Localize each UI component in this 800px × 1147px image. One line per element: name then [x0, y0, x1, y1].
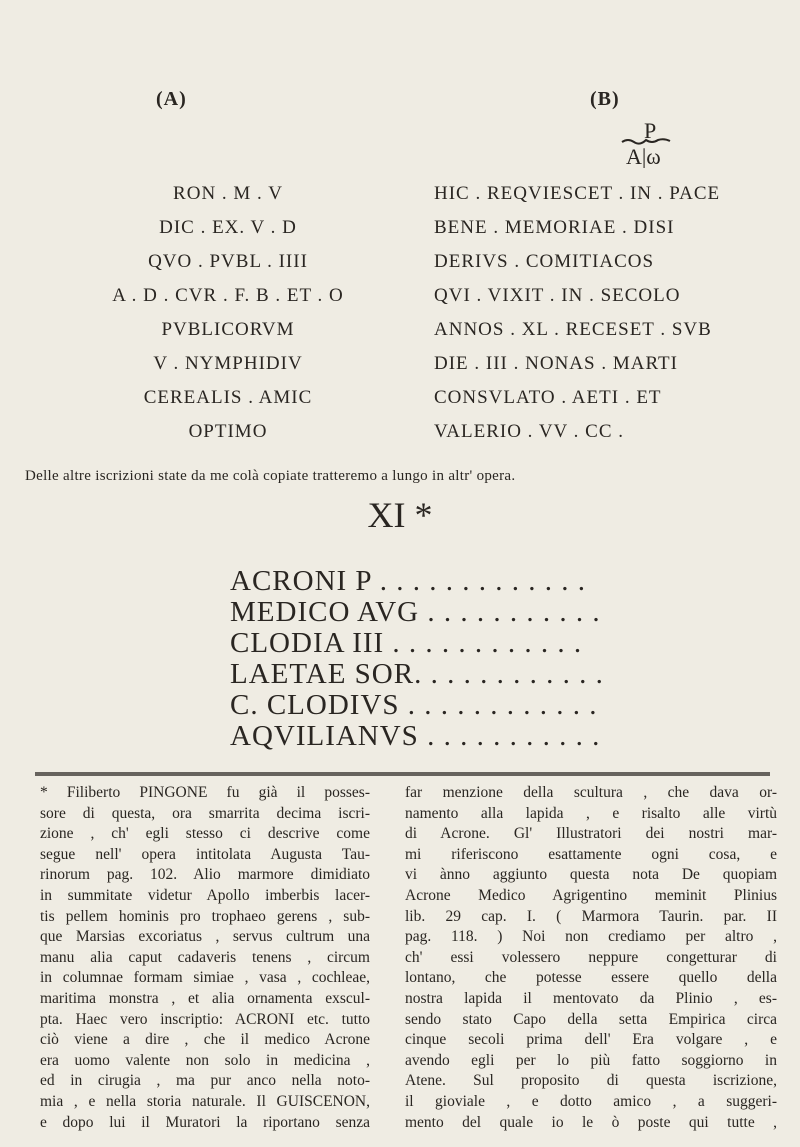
footnote-left-column — [40, 783, 370, 1133]
inscription-right-line: CONSVLATO . AETI . ET — [434, 387, 662, 408]
list-item: ACRONI P . . . . . . . . . . . . . — [230, 565, 586, 597]
inscription-right-line: ANNOS . XL . RECESET . SVB — [434, 319, 712, 340]
footnote-right-line: sendo stato Capo della setta Empirica circa — [405, 1010, 777, 1028]
footnote-right-line: ch' essi volessero neppure congetturar di — [405, 948, 777, 966]
inscription-left-line: RON . M . V — [173, 183, 283, 204]
footnote-right-line: mento del quale io le ò poste qui tutte , — [405, 1113, 777, 1131]
footnote-right-line: cinque secoli prima dell' Era volgare , e — [405, 1031, 777, 1049]
inscription-right-line: VALERIO . VV . CC . — [434, 421, 625, 442]
inscription-right-line: BENE . MEMORIAE . DISI — [434, 217, 675, 238]
footnote-left-line: in summitate videtur Apollo imberbis lacer- — [40, 886, 370, 904]
list-item: MEDICO AVG . . . . . . . . . . . — [230, 596, 601, 628]
footnote-left-line: rinorum pag. 102. Alio marmore dimidiato — [40, 866, 370, 884]
footnote-left-line: maritima monstra , et alia ornamenta exscul- — [40, 989, 370, 1007]
footnote-left-line: sore di questa, ora smarrita decima iscri- — [40, 804, 370, 822]
footnote-right-line: lib. 29 cap. I. ( Marmora Taurin. par. II — [405, 907, 777, 925]
footnote-left-line: * Filiberto PINGONE fu già il posses- — [40, 784, 370, 801]
footnote-left-line: manu alia caput cadaveris tenens , circum — [40, 948, 370, 966]
inscription-left-line: DIC . EX. V . D — [159, 217, 297, 238]
page-mark-left: (A) — [156, 88, 187, 110]
footnote-right-line: nostra lapida il mentovato da Plinio , es- — [405, 989, 777, 1007]
inscription-right-line: DIE . III . NONAS . MARTI — [434, 353, 678, 374]
footnote-left-line: e dopo lui il Muratori la riportano senza — [40, 1113, 370, 1131]
footnote-left-line: era uomo valente non solo in medicina , — [40, 1051, 370, 1069]
footnote-right-line: mi riferiscono esattamente ogni cosa, e — [405, 845, 777, 863]
inscription-right-line: QVI . VIXIT . IN . SECOLO — [434, 285, 681, 306]
footnote-left-line: segue nell' opera intitolata Augusta Tau- — [40, 845, 370, 863]
inscription-left-line: QVO . PVBL . IIII — [148, 251, 308, 272]
inscription-right-line: HIC . REQVIESCET . IN . PACE — [434, 183, 721, 204]
inscription-left-line: A . D . CVR . F. B . ET . O — [112, 285, 344, 306]
section-number: XI * — [367, 495, 433, 535]
inscription-right — [434, 177, 720, 449]
inscription-left-line: PVBLICORVM — [161, 319, 295, 340]
footnote-right-line: di Acrone. Gl' Illustratori dei nostri mar- — [405, 825, 777, 843]
footnote-right-line: Acrone Medico Agrigentino meminit Plinius — [405, 886, 777, 904]
monogram-icon — [618, 118, 674, 168]
page-mark-right: (B) — [590, 88, 620, 110]
list-item: C. CLODIVS . . . . . . . . . . . . — [230, 689, 598, 721]
footnote-right-line: far menzione della scultura , che dava or- — [405, 784, 777, 801]
footnote-right-line: namento alla lapida , e risalto alle virtù — [405, 804, 777, 822]
footnote-left-line: ed in cirugia , ma pur anco nella noto- — [40, 1072, 370, 1090]
monogram-sub: A|ω — [626, 144, 661, 168]
inscription-left-line: V . NYMPHIDIV — [153, 353, 303, 374]
footnote-right-line: il gioviale , e dotto amico , a suggeri- — [405, 1092, 777, 1110]
footnote-left-line: tis pellem hominis pro trophaeo gerens , sub- — [40, 907, 370, 925]
footnote-right-column — [405, 783, 777, 1133]
inscription-list — [230, 566, 604, 752]
footnote-left-line: zione , ch' egli stesso ci descrive come — [40, 825, 370, 843]
monogram-letter: P — [644, 118, 657, 143]
inscription-left — [78, 177, 378, 449]
list-item: AQVILIANVS . . . . . . . . . . . — [230, 720, 601, 752]
inscription-left-line: OPTIMO — [188, 421, 268, 442]
footnote-left-line: ciò viene a dire , che il medico Acrone — [40, 1031, 370, 1049]
footnote-left-line: pta. Haec vero inscriptio: ACRONI etc. tutto — [40, 1010, 370, 1028]
list-item: CLODIA III . . . . . . . . . . . . — [230, 627, 583, 659]
list-item: LAETAE SOR. . . . . . . . . . . . — [230, 658, 604, 690]
caption: Delle altre iscrizioni state da me colà copiate tratteremo a lungo in altr' opera. — [25, 468, 516, 484]
divider — [35, 772, 770, 776]
footnote-left-line: que Marsias excoriatus , servus cultrum una — [40, 928, 370, 946]
footnote-right-line: avendo egli per lo più fatto soggiorno in — [405, 1051, 777, 1069]
footnote-right-line: Atene. Sul proposito di questa iscrizione, — [405, 1072, 777, 1090]
inscription-right-line: DERIVS . COMITIACOS — [434, 251, 655, 272]
footnote-left-line: in columnae formam simiae , vasa , cochleae, — [40, 969, 370, 987]
footnote-right-line: vi ànno aggiunto questa nota De quopiam — [405, 866, 777, 884]
footnote-right-line: pag. 118. ) Noi non crediamo per altro , — [405, 928, 777, 946]
inscription-left-line: CEREALIS . AMIC — [143, 387, 313, 408]
footnote-left-line: mia , e nella storia naturale. Il GUISCENON, — [40, 1092, 370, 1110]
footnote-right-line: lontano, che potesse essere quello della — [405, 969, 777, 987]
